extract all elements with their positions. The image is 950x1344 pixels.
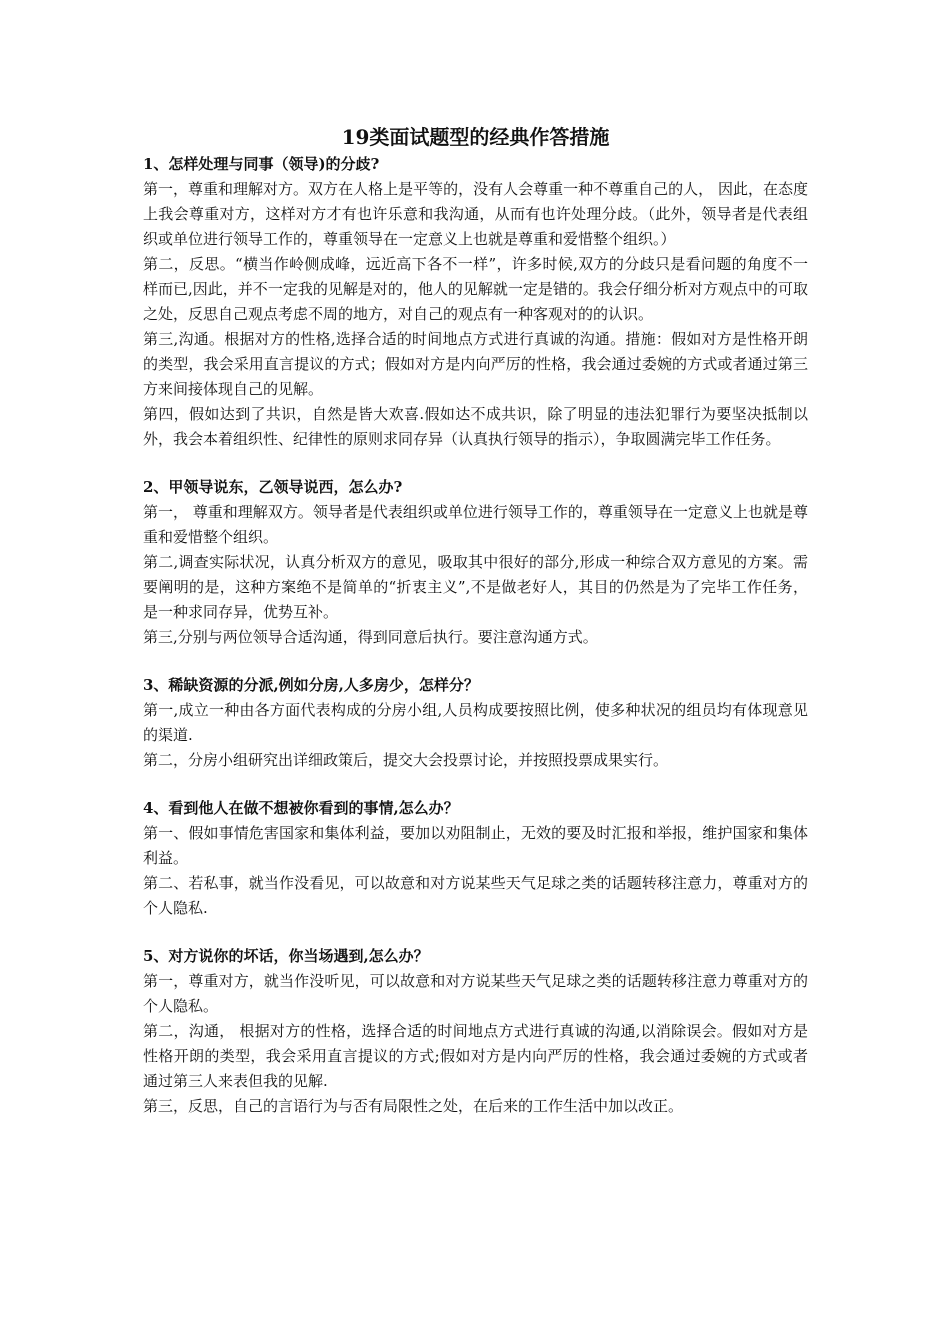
section-3 bbox=[143, 673, 808, 773]
section-paragraph: 第二，沟通， 根据对方的性格，选择合适的时间地点方式进行真诚的沟通,以消除误会。假如对方是性格开朗的类型，我会采用直言提议的方式;假如对方是内向严厉的性格，我会通过委婉的方式或者通过第三人来表但我的见解. bbox=[143, 1022, 808, 1090]
section-paragraph: 第二、若私事，就当作没看见，可以故意和对方说某些天气足球之类的话题转移注意力，尊重对方的个人隐私. bbox=[143, 874, 808, 917]
section-paragraph: 第三，反思，自己的言语行为与否有局限性之处，在后来的工作生活中加以改正。 bbox=[143, 1097, 684, 1115]
section-heading: 3、稀缺资源的分派,例如分房,人多房少，怎样分？ bbox=[143, 676, 479, 694]
section-heading: 1、怎样处理与同事（领导)的分歧? bbox=[143, 155, 380, 173]
section-paragraph: 第三,分别与两位领导合适沟通，得到同意后执行。要注意沟通方式。 bbox=[143, 628, 598, 646]
section-paragraph: 第二，分房小组研究出详细政策后，提交大会投票讨论，并按照投票成果实行。 bbox=[143, 751, 669, 769]
section-paragraph: 第二，反思。“横当作岭侧成峰，远近高下各不一样”，许多时候,双方的分歧只是看问题的角度不一样而已,因此，并不一定我的见解是对的，他人的见解就一定是错的。我会仔细分析对方观点中的可取之处，反思自己观点考虑不周的地方，对自己的观点有一种客观对的的认识。 bbox=[143, 255, 808, 323]
section-paragraph: 第一，尊重和理解对方。双方在人格上是平等的，没有人会尊重一种不尊重自己的人， 因此，在态度上我会尊重对方，这样对方才有也许乐意和我沟通，从而有也许处理分歧。（此外，领导者是代表组织或单位进行领导工作的，尊重领导在一定意义上也就是尊重和爱惜整个组织。） bbox=[143, 180, 808, 248]
section-2 bbox=[143, 475, 808, 650]
section-heading: 2、甲领导说东，乙领导说西，怎么办? bbox=[143, 478, 403, 496]
section-paragraph: 第一、假如事情危害国家和集体利益，要加以劝阻制止，无效的要及时汇报和举报，维护国家和集体利益。 bbox=[143, 824, 808, 867]
section-heading: 4、看到他人在做不想被你看到的事情,怎么办？ bbox=[143, 799, 459, 817]
section-paragraph: 第一,成立一种由各方面代表构成的分房小组,人员构成要按照比例，使多种状况的组员均有体现意见的渠道. bbox=[143, 701, 808, 744]
section-5 bbox=[143, 944, 808, 1119]
section-paragraph: 第四，假如达到了共识，自然是皆大欢喜.假如达不成共识，除了明显的违法犯罪行为要坚决抵制以外，我会本着组织性、纪律性的原则求同存异（认真执行领导的指示），争取圆满完毕工作任务。 bbox=[143, 405, 808, 448]
section-paragraph: 第三,沟通。根据对方的性格,选择合适的时间地点方式进行真诚的沟通。措施：假如对方是性格开朗的类型，我会采用直言提议的方式；假如对方是内向严厉的性格，我会通过委婉的方式或者通过第三方来间接体现自己的见解。 bbox=[143, 330, 808, 398]
document-body bbox=[143, 122, 808, 1142]
section-4 bbox=[143, 796, 808, 921]
section-paragraph: 第一， 尊重和理解双方。领导者是代表组织或单位进行领导工作的，尊重领导在一定意义上也就是尊重和爱惜整个组织。 bbox=[143, 503, 808, 546]
section-paragraph: 第二,调查实际状况，认真分析双方的意见，吸取其中很好的部分,形成一种综合双方意见的方案。需要阐明的是，这种方案绝不是简单的“折衷主义”,不是做老好人，其目的仍然是为了完毕工作任务，是一种求同存异，优势互补。 bbox=[143, 553, 808, 621]
section-heading: 5、对方说你的坏话，你当场遇到,怎么办？ bbox=[143, 947, 429, 965]
document-title: 19类面试题型的经典作答措施 bbox=[341, 125, 610, 149]
section-1 bbox=[143, 152, 808, 452]
section-paragraph: 第一，尊重对方，就当作没听见，可以故意和对方说某些天气足球之类的话题转移注意力尊重对方的个人隐私。 bbox=[143, 972, 808, 1015]
